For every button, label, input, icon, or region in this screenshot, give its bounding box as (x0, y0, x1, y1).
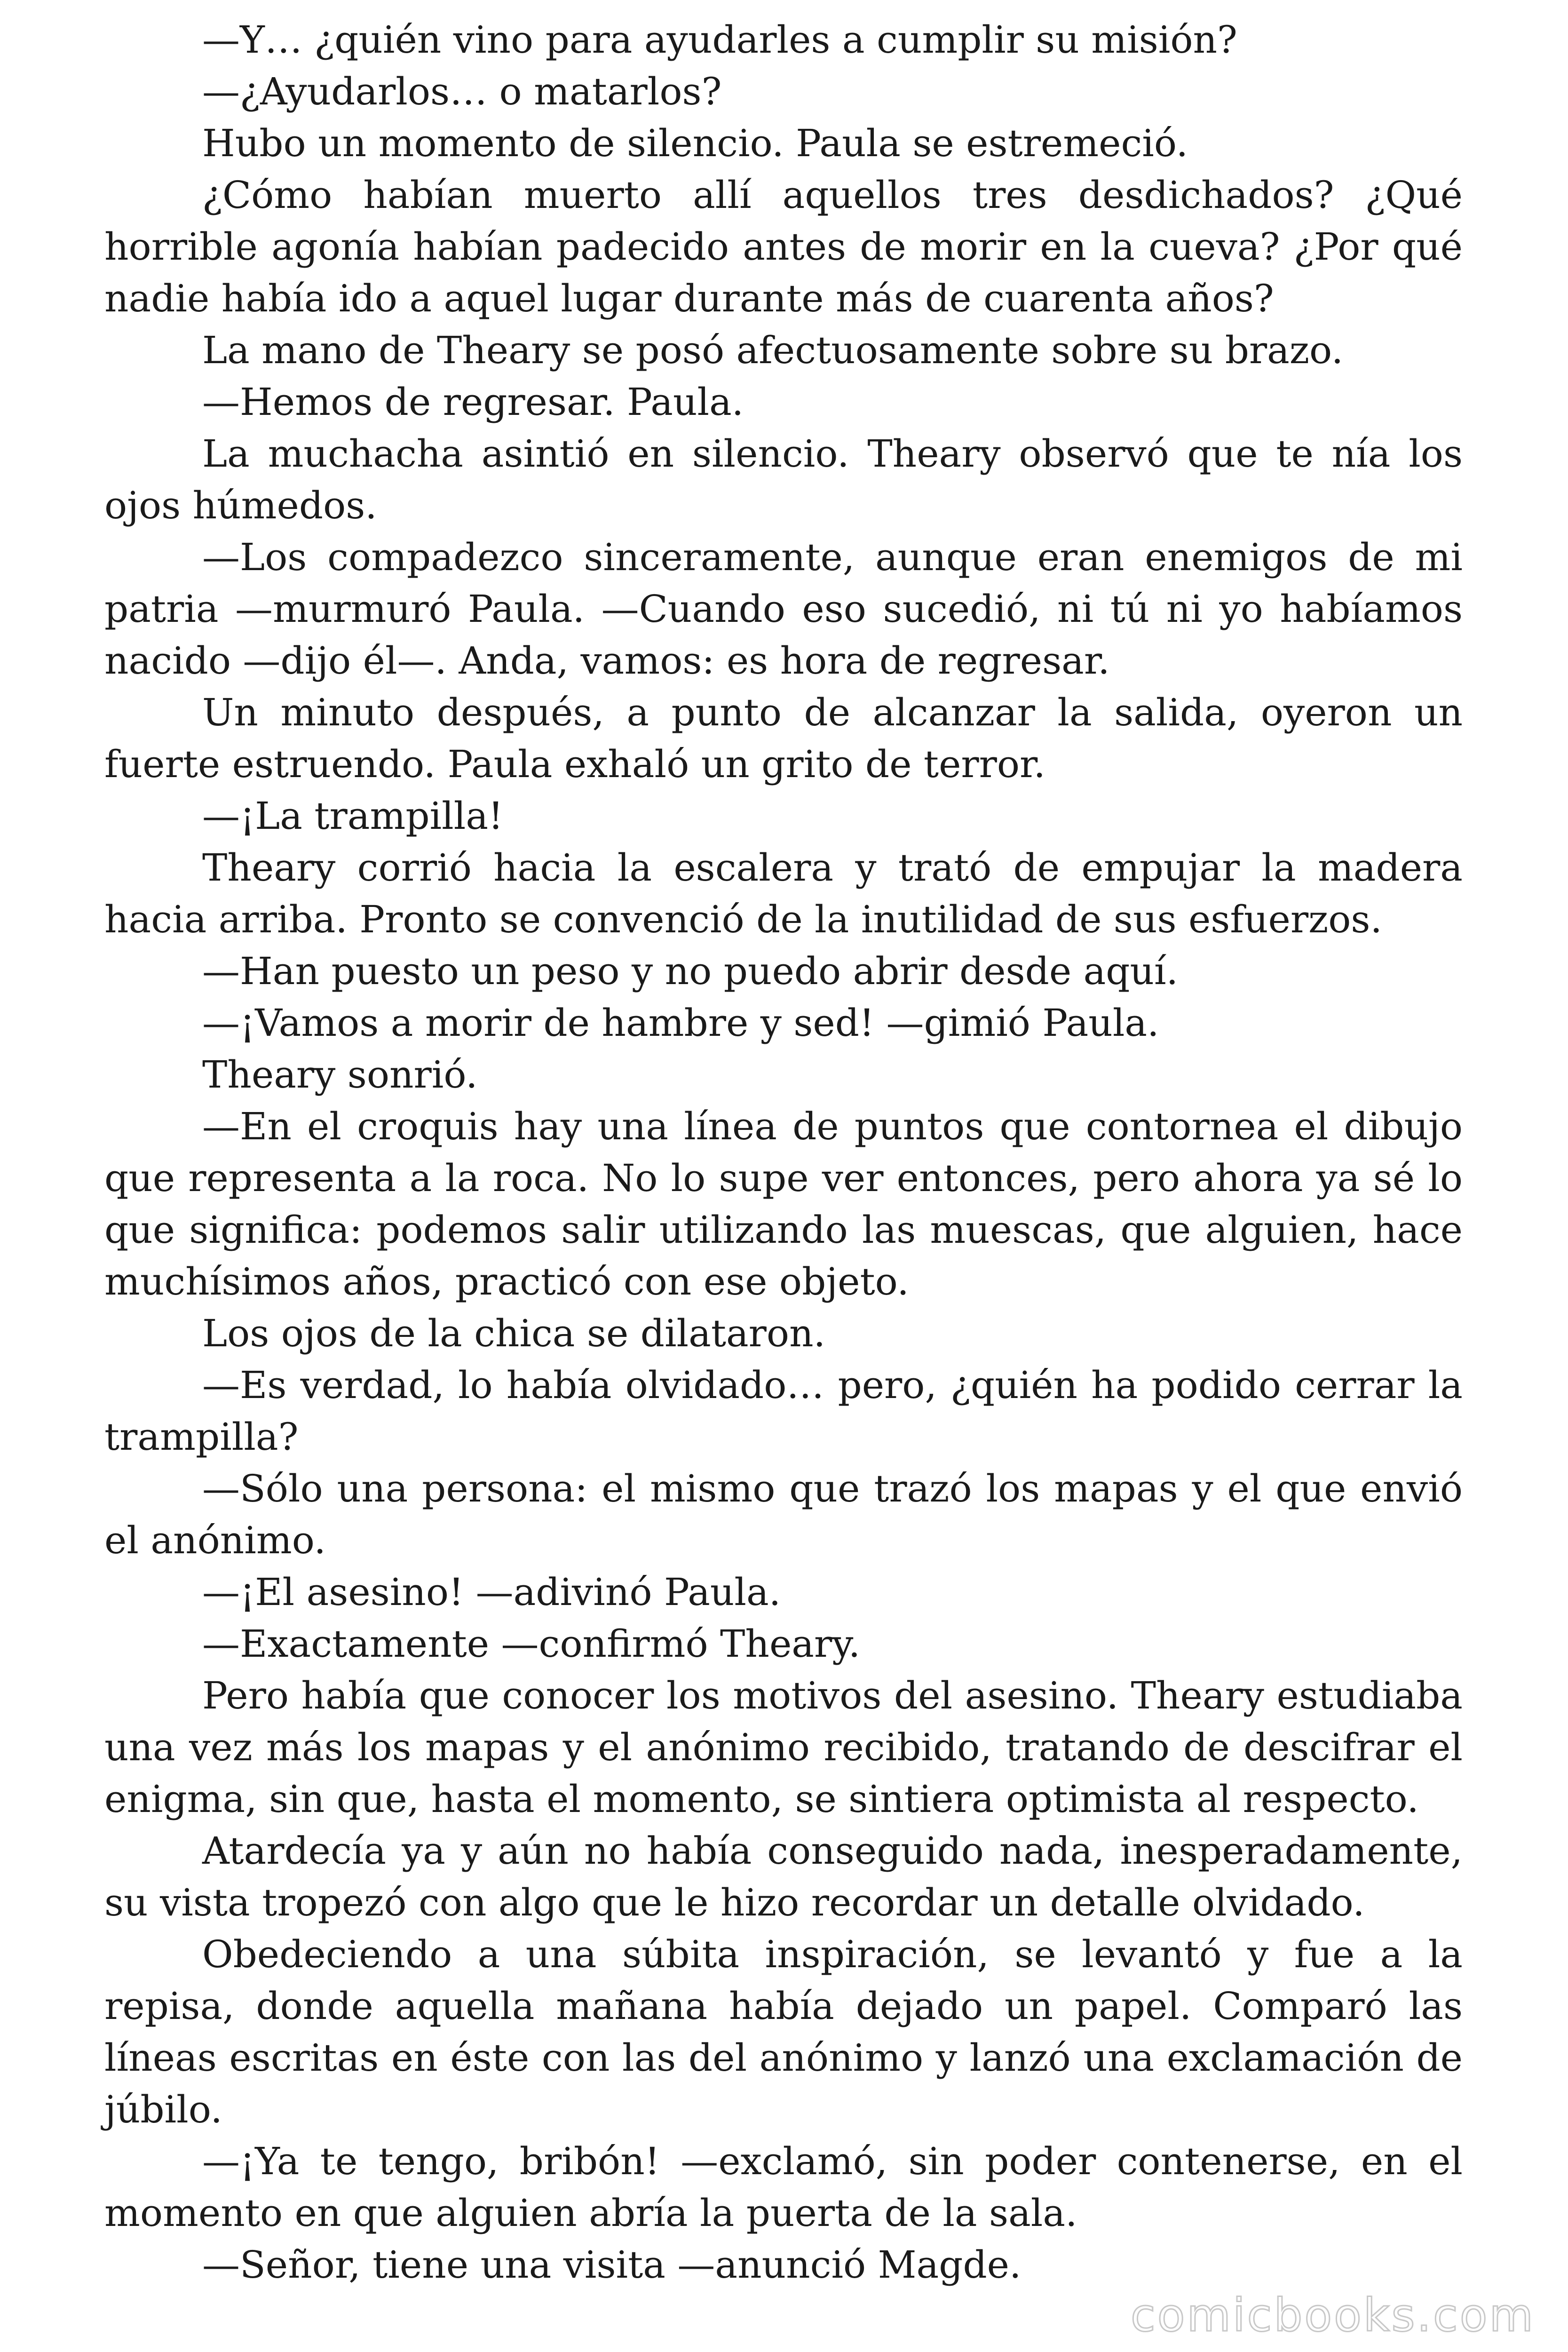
paragraph: —¡Vamos a morir de hambre y sed! —gimió Paula. (202, 1001, 1159, 1045)
paragraph: —Hemos de regresar. Paula. (202, 380, 744, 424)
paragraph: —Los compadezco sinceramente, aunque eran enemigos de mi patria —murmuró Paula. —Cuando eso sucedió, ni tú ni yo habíamos nacido —dijo él—. Anda, vamos: es hora de regresar. (104, 535, 1463, 683)
paragraph: —Es verdad, lo había olvidado… pero, ¿quién ha podido cerrar la trampilla? (104, 1363, 1463, 1459)
paragraph: Theary sonrió. (202, 1053, 478, 1097)
paragraph: —Señor, tiene una visita —anunció Magde. (202, 2243, 1022, 2287)
paragraph: Theary corrió hacia la escalera y trató de empujar la madera hacia arriba. Pronto se convenció de la inutilidad de sus esfuerzos. (104, 846, 1463, 941)
paragraph: —¡La trampilla! (202, 794, 504, 838)
paragraph: ¿Cómo habían muerto allí aquellos tres desdichados? ¿Qué horrible agonía habían padecido antes de morir en la cueva? ¿Por qué nadie había ido a aquel lugar durante más de cuarenta años? (104, 173, 1463, 320)
watermark: comicbooks.com (1130, 2289, 1535, 2342)
paragraph: —Y… ¿quién vino para ayudarles a cumplir su misión? (202, 18, 1237, 62)
paragraph: —Exactamente —confirmó Theary. (202, 1622, 861, 1666)
paragraph: Los ojos de la chica se dilataron. (202, 1311, 826, 1355)
paragraph: —Han puesto un peso y no puedo abrir desde aquí. (202, 949, 1179, 993)
paragraph: Obedeciendo a una súbita inspiración, se levantó y fue a la repisa, donde aquella mañana había dejado un papel. Comparó las líneas escritas en éste con las del anónimo y lanzó una exclamación de júbilo. (104, 1932, 1463, 2131)
paragraph: Pero había que conocer los motivos del asesino. Theary estudiaba una vez más los mapas y el anónimo recibido, tratando de descifrar el enigma, sin que, hasta el momento, se sintiera optimista al respecto. (104, 1674, 1463, 1821)
paragraph: La muchacha asintió en silencio. Theary observó que te nía los ojos húmedos. (104, 432, 1463, 527)
paragraph: Un minuto después, a punto de alcanzar la salida, oyeron un fuerte estruendo. Paula exhaló un grito de terror. (104, 691, 1463, 786)
paragraph: —Sólo una persona: el mismo que trazó los mapas y el que envió el anónimo. (104, 1467, 1463, 1562)
paragraph: —¿Ayudarlos… o matarlos? (202, 70, 722, 113)
paragraph: —¡Ya te tengo, bribón! —exclamó, sin poder contenerse, en el momento en que alguien abría la puerta de la sala. (104, 2139, 1463, 2235)
paragraph: La mano de Theary se posó afectuosamente sobre su brazo. (202, 328, 1344, 372)
paragraph: Hubo un momento de silencio. Paula se estremeció. (202, 121, 1188, 165)
paragraph: —¡El asesino! —adivinó Paula. (202, 1570, 781, 1614)
paragraph: —En el croquis hay una línea de puntos que contornea el dibujo que representa a la roca. No lo supe ver entonces, pero ahora ya sé lo que significa: podemos salir utilizando las muescas, que alguien, hace muchísimos años, practicó con ese objeto. (104, 1104, 1463, 1303)
paragraph: Atardecía ya y aún no había conseguido nada, inesperadamente, su vista tropezó con algo que le hizo recordar un detalle olvidado. (104, 1829, 1463, 1924)
page-text (104, 14, 1463, 2291)
